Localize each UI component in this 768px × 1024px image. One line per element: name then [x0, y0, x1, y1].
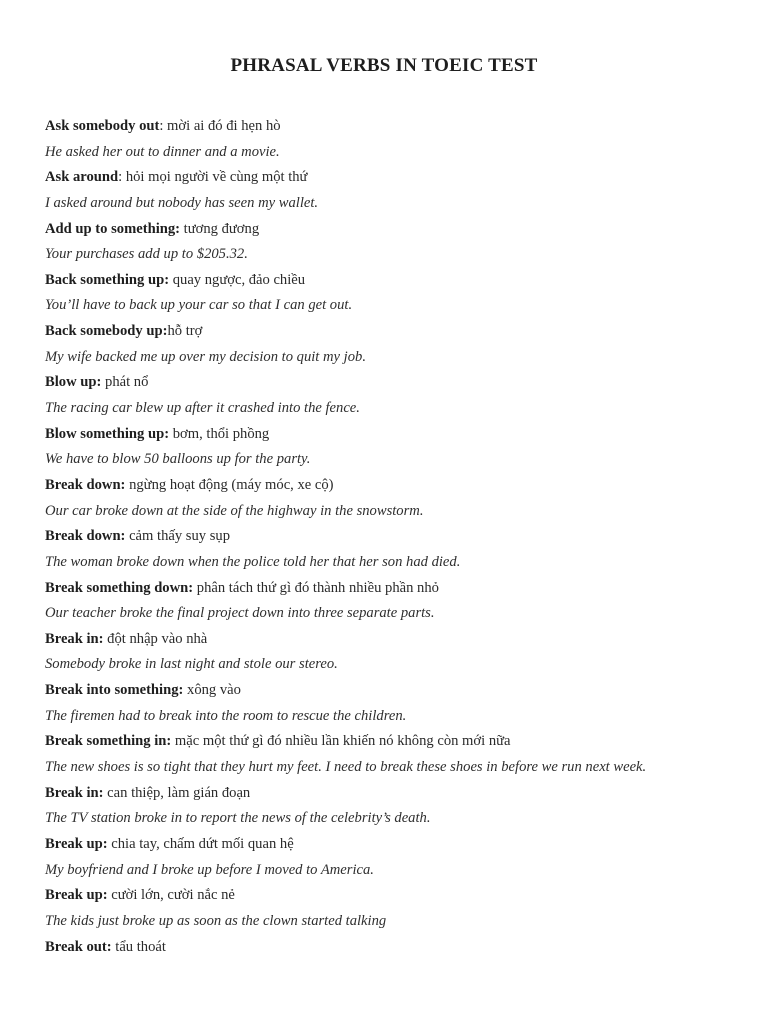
entry-example: The racing car blew up after it crashed into the fence. [45, 400, 360, 417]
meaning: đột nhập vào nhà [103, 630, 208, 647]
phrasal-verb: Break something down: [45, 579, 194, 596]
entry-example: He asked her out to dinner and a movie. [45, 143, 280, 160]
entry-example: You’ll have to back up your car so that I can get out. [45, 297, 353, 314]
entry-example: The TV station broke in to report the news of the celebrity’s death. [45, 810, 431, 827]
phrasal-verb: Blow up: [45, 374, 102, 391]
entry-definition [45, 834, 745, 860]
meaning: tẩu thoát [111, 938, 166, 955]
meaning: mặc một thứ gì đó nhiều lần khiến nó không còn mới nữa [171, 733, 511, 750]
entry-definition [45, 526, 745, 552]
meaning: cảm thấy suy sụp [125, 528, 230, 545]
entry-example: The firemen had to break into the room to rescue the children. [45, 707, 407, 724]
phrasal-verb: Break down: [45, 476, 126, 493]
meaning: tương đương [180, 220, 260, 237]
entry-example: Our teacher broke the final project down into three separate parts. [45, 605, 435, 622]
entry-definition [45, 116, 745, 142]
entry-example: The new shoes is so tight that they hurt my feet. I need to break these shoes in before we run next week. [45, 759, 647, 776]
phrasal-verb: Ask somebody out [45, 118, 160, 134]
meaning: cười lớn, cười nắc nẻ [107, 887, 235, 904]
entry-definition [45, 629, 745, 655]
entry-example: We have to blow 50 balloons up for the party. [45, 451, 311, 468]
meaning: bơm, thổi phồng [169, 425, 270, 442]
phrasal-verb: Break up: [45, 887, 108, 904]
entry-definition [45, 424, 745, 450]
entry-definition [45, 372, 745, 398]
entry-definition [45, 783, 745, 809]
phrasal-verb: Break down: [45, 528, 126, 545]
meaning: : mời ai đó đi hẹn hò [159, 118, 281, 134]
phrasal-verb: Back somebody up: [45, 323, 168, 340]
phrasal-verb: Break up: [45, 835, 108, 852]
meaning: quay ngược, đảo chiều [169, 271, 306, 288]
entry-definition [45, 937, 745, 963]
page-title: PHRASAL VERBS IN TOEIC TEST [230, 55, 538, 76]
entry-definition [45, 578, 745, 604]
entry-example: The woman broke down when the police told her that her son had died. [45, 553, 461, 570]
meaning: can thiệp, làm gián đoạn [103, 784, 251, 801]
entry-example: Your purchases add up to $205.32. [45, 246, 248, 263]
phrasal-verb-list [45, 116, 745, 962]
phrasal-verb: Ask around [45, 169, 119, 186]
entry-definition [45, 475, 745, 501]
phrasal-verb: Break out: [45, 938, 112, 955]
meaning: chia tay, chấm dứt mối quan hệ [107, 835, 294, 852]
entry-example: My boyfriend and I broke up before I moved to America. [45, 861, 374, 878]
entry-example: Our car broke down at the side of the highway in the snowstorm. [45, 502, 424, 519]
meaning: xông vào [183, 682, 241, 699]
phrasal-verb: Back something up: [45, 271, 170, 288]
entry-definition [45, 731, 745, 757]
phrasal-verb: Break into something: [45, 682, 184, 699]
entry-definition [45, 270, 745, 296]
entry-example: The kids just broke up as soon as the clown started talking [45, 912, 387, 929]
phrasal-verb: Add up to something: [45, 220, 181, 237]
entry-example: My wife backed me up over my decision to quit my job. [45, 348, 366, 365]
meaning: ngừng hoạt động (máy móc, xe cộ) [125, 476, 334, 493]
phrasal-verb: Break something in: [45, 733, 172, 750]
meaning: : hỏi mọi người về cùng một thứ [118, 169, 308, 186]
meaning: phát nổ [101, 374, 149, 391]
entry-definition [45, 321, 745, 347]
meaning: hỗ trợ [167, 323, 203, 340]
entry-definition [45, 167, 745, 193]
phrasal-verb: Break in: [45, 784, 104, 801]
meaning: phân tách thứ gì đó thành nhiều phần nhỏ [193, 579, 439, 596]
phrasal-verb: Break in: [45, 630, 104, 647]
entry-example: Somebody broke in last night and stole our stereo. [45, 656, 338, 673]
entry-definition [45, 219, 745, 245]
phrasal-verb: Blow something up: [45, 425, 170, 442]
entry-definition [45, 680, 745, 706]
entry-example: I asked around but nobody has seen my wallet. [45, 194, 319, 211]
entry-definition [45, 885, 745, 911]
